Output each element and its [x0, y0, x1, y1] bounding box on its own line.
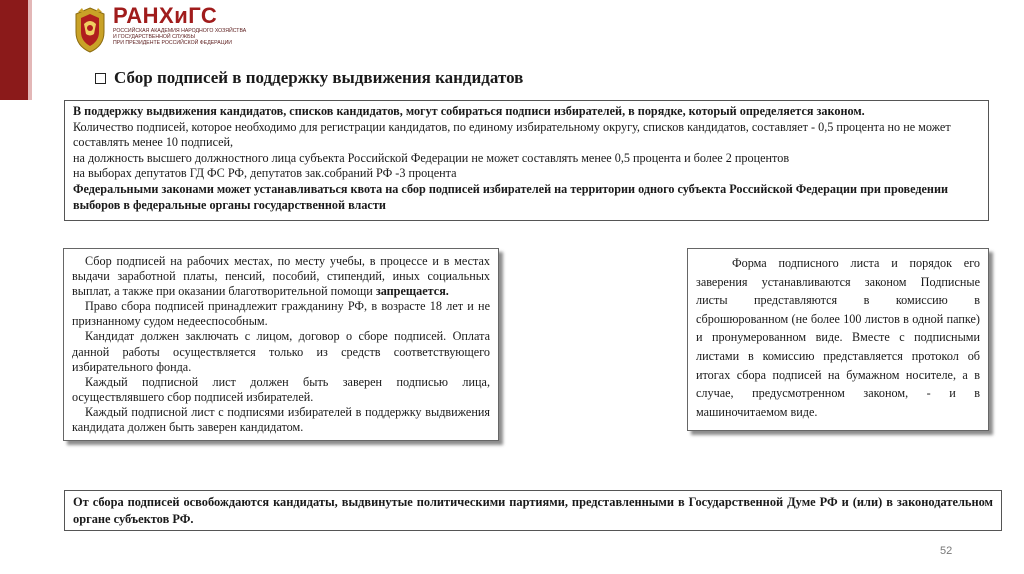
box4-text: От сбора подписей освобождаются кандидаты, выдвинутые политическими партиями, представленными в Государственной Думе РФ и (или) в законодательном органе субъектов РФ. — [73, 495, 993, 526]
box2-p1-text: Сбор подписей на рабочих местах, по месту учебы, в процессе и в местах выдачи заработной платы, пенсий, пособий, стипендий, иных социальных выплат, а также при оказании благотворительной помощи — [72, 254, 490, 299]
signature-sheet-box — [687, 248, 989, 431]
box2-paragraph-2: Право сбора подписей принадлежит гражданину РФ, в возрасте 18 лет и не признанному судом недееспособным. — [72, 299, 490, 329]
box1-line-3: на должность высшего должностного лица субъекта Российской Федерации не может составлять менее 0,5 процента и более 2 процентов — [73, 150, 790, 165]
heading-text: Сбор подписей в поддержку выдвижения кандидатов — [114, 68, 524, 87]
box2-paragraph-1 — [72, 254, 490, 299]
page-number: 52 — [940, 545, 953, 557]
slide-heading — [95, 68, 523, 88]
box2-paragraph-3: Кандидат должен заключать с лицом, договор о сборе подписей. Оплата данной работы осуществляется только из средств соответствующего избирательного фонда. — [72, 329, 490, 374]
collection-rules-box — [63, 248, 499, 441]
left-accent-shade — [28, 0, 32, 100]
box3-text: Форма подписного листа и порядок его заверения устанавливаются законом Подписные листы представляются в комиссию в сброшюрованном (не более 100 листов в одной папке) и пронумерованном виде. Вместе с подписными листами в комиссию представляется протокол об итогах сбора подписей на бумажном носителе, а в случае, предусмотренном законом, - и в машиночитаемом виде. — [696, 256, 980, 419]
box2-paragraph-5: Каждый подписной лист с подписями избирателей в поддержку выдвижения кандидата должен быть заверен кандидатом. — [72, 404, 490, 435]
legal-basis-box — [64, 100, 989, 221]
exemption-box — [64, 490, 1002, 531]
box2-p1-bold: запрещается. — [375, 284, 449, 299]
box1-line-5: Федеральными законами может устанавливаться квота на сбор подписей избирателей на территории одного субъекта Российской Федерации при проведении выборов в федеральные органы государственной власти — [73, 181, 948, 212]
brand-name: РАНХиГС — [113, 3, 218, 28]
box2-paragraph-4: Каждый подписной лист должен быть заверен подписью лица, осуществлявшего сбор подписей избирателей. — [72, 374, 490, 404]
brand-subtitle-2: И ГОСУДАРСТВЕННОЙ СЛУЖБЫ — [113, 34, 196, 40]
checkbox-bullet-icon — [95, 73, 106, 84]
box1-line-4: на выборах депутатов ГД ФС РФ, депутатов зак.собраний РФ -3 процента — [73, 166, 457, 181]
emblem-logo-icon — [70, 6, 110, 54]
brand-subtitle-1: РОССИЙСКАЯ АКАДЕМИЯ НАРОДНОГО ХОЗЯЙСТВА — [113, 28, 247, 34]
brand-subtitle-3: ПРИ ПРЕЗИДЕНТЕ РОССИЙСКОЙ ФЕДЕРАЦИИ — [113, 40, 233, 46]
box1-line-1: В поддержку выдвижения кандидатов, списков кандидатов, могут собираться подписи избирателей, в порядке, который определяется законом. — [73, 104, 865, 118]
brand-block — [113, 3, 247, 52]
box1-line-2: Количество подписей, которое необходимо для регистрации кандидатов, по единому избирательному округу, списков кандидатов, составляет - 0,5 процента но не может составлять менее 10 подписей, — [73, 119, 951, 150]
left-accent-bar — [0, 0, 28, 100]
